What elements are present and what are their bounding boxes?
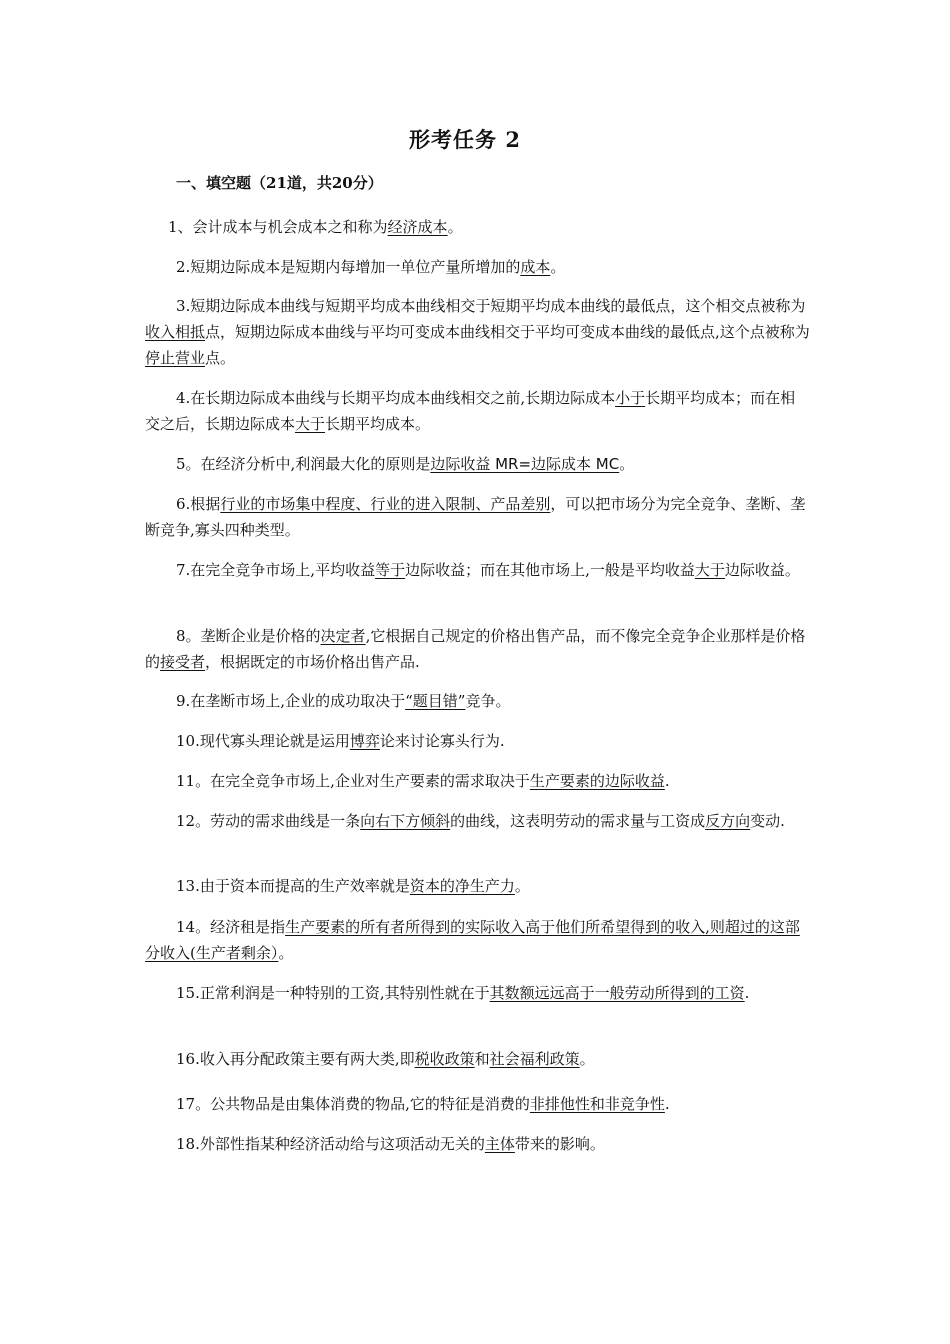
question-2: 2.短期边际成本是短期内每增加一单位产量所增加的成本。 [176, 258, 566, 276]
answer: 其数额远远高于一般劳动所得到的工资 [489, 984, 745, 1002]
question-18: 18.外部性指某种经济活动给与这项活动无关的主体带来的影响。 [176, 1135, 605, 1153]
answer: 资本的净生产力 [409, 877, 515, 895]
question-7: 7.在完全竞争市场上,平均收益等于边际收益；而在其他市场上,一般是平均收益大于边际收益。 [176, 561, 800, 579]
question-14: 14。经济租是指生产要素的所有者所得到的实际收入高于他们所希望得到的收入,则超过的这部分收入(生产者剩余）。 [145, 918, 800, 962]
answer: 生产要素的边际收益 [529, 772, 665, 790]
question-9: 9.在垄断市场上,企业的成功取决于“题目错”竞争。 [176, 692, 511, 710]
answer: 税收政策 [414, 1050, 475, 1068]
answer: 小于 [615, 389, 646, 407]
question-1: 1、会计成本与机会成本之和称为经济成本。 [168, 218, 463, 236]
answer: 行业的市场集中程度、行业的进入限制、产品差别 [220, 495, 551, 513]
answer: 边际收益 MR=边际成本 MC [430, 455, 620, 473]
section-heading: 一、填空题（21道，共20分） [176, 174, 383, 192]
question-6: 6.根据行业的市场集中程度、行业的进入限制、产品差别，可以把市场分为完全竞争、垄断、垄断竞争,寡头四种类型。 [145, 495, 806, 539]
answer: 非排他性和非竞争性 [529, 1095, 665, 1113]
answer: 大于 [694, 561, 725, 579]
question-15: 15.正常利润是一种特别的工资,其特别性就在于其数额远远高于一般劳动所得到的工资. [176, 984, 750, 1002]
question-12: 12。劳动的需求曲线是一条向右下方倾斜的曲线，这表明劳动的需求量与工资成反方向变动. [176, 812, 785, 830]
answer: 反方向 [705, 812, 751, 830]
answer: 停止营业 [145, 349, 206, 367]
answer: 社会福利政策 [489, 1050, 580, 1068]
page-title: 形考任务 2 [409, 127, 521, 152]
answer: 向右下方倾斜 [360, 812, 451, 830]
answer: 博弈 [349, 732, 380, 750]
answer: 主体 [484, 1135, 515, 1153]
question-5: 5。在经济分析中,利润最大化的原则是边际收益 MR=边际成本 MC。 [176, 455, 635, 473]
answer: “题目错” [405, 692, 466, 710]
question-13: 13.由于资本而提高的生产效率就是资本的净生产力。 [176, 877, 530, 895]
question-10: 10.现代寡头理论就是运用博弈论来讨论寡头行为. [176, 732, 505, 750]
question-8: 8。垄断企业是价格的决定者,它根据自己规定的价格出售产品，而不像完全竞争企业那样是价格的接受者，根据既定的市场价格出售产品. [145, 627, 806, 671]
answer: 生产要素的所有者所得到的实际收入高于他们所希望得到的收入,则超过的这部分收入(生产者剩余） [145, 918, 800, 962]
question-11: 11。在完全竞争市场上,企业对生产要素的需求取决于生产要素的边际收益. [176, 772, 670, 790]
question-17: 17。公共物品是由集体消费的物品,它的特征是消费的非排他性和非竞争性. [176, 1095, 670, 1113]
question-16: 16.收入再分配政策主要有两大类,即税收政策和社会福利政策。 [176, 1050, 595, 1068]
answer: 接受者 [160, 653, 206, 671]
answer: 大于 [295, 415, 326, 433]
answer: 成本 [520, 258, 551, 276]
question-4: 4.在长期边际成本曲线与长期平均成本曲线相交之前,长期边际成本小于长期平均成本；而在相交之后，长期边际成本大于长期平均成本。 [145, 389, 796, 433]
answer: 收入相抵 [145, 323, 206, 341]
answer: 经济成本 [387, 218, 448, 236]
answer: 等于 [375, 561, 406, 579]
answer: 决定者 [320, 627, 366, 645]
question-3: 3.短期边际成本曲线与短期平均成本曲线相交于短期平均成本曲线的最低点，这个相交点被称为收入相抵点，短期边际成本曲线与平均可变成本曲线相交于平均可变成本曲线的最低点,这个点被称为停止营业点。 [145, 297, 810, 367]
